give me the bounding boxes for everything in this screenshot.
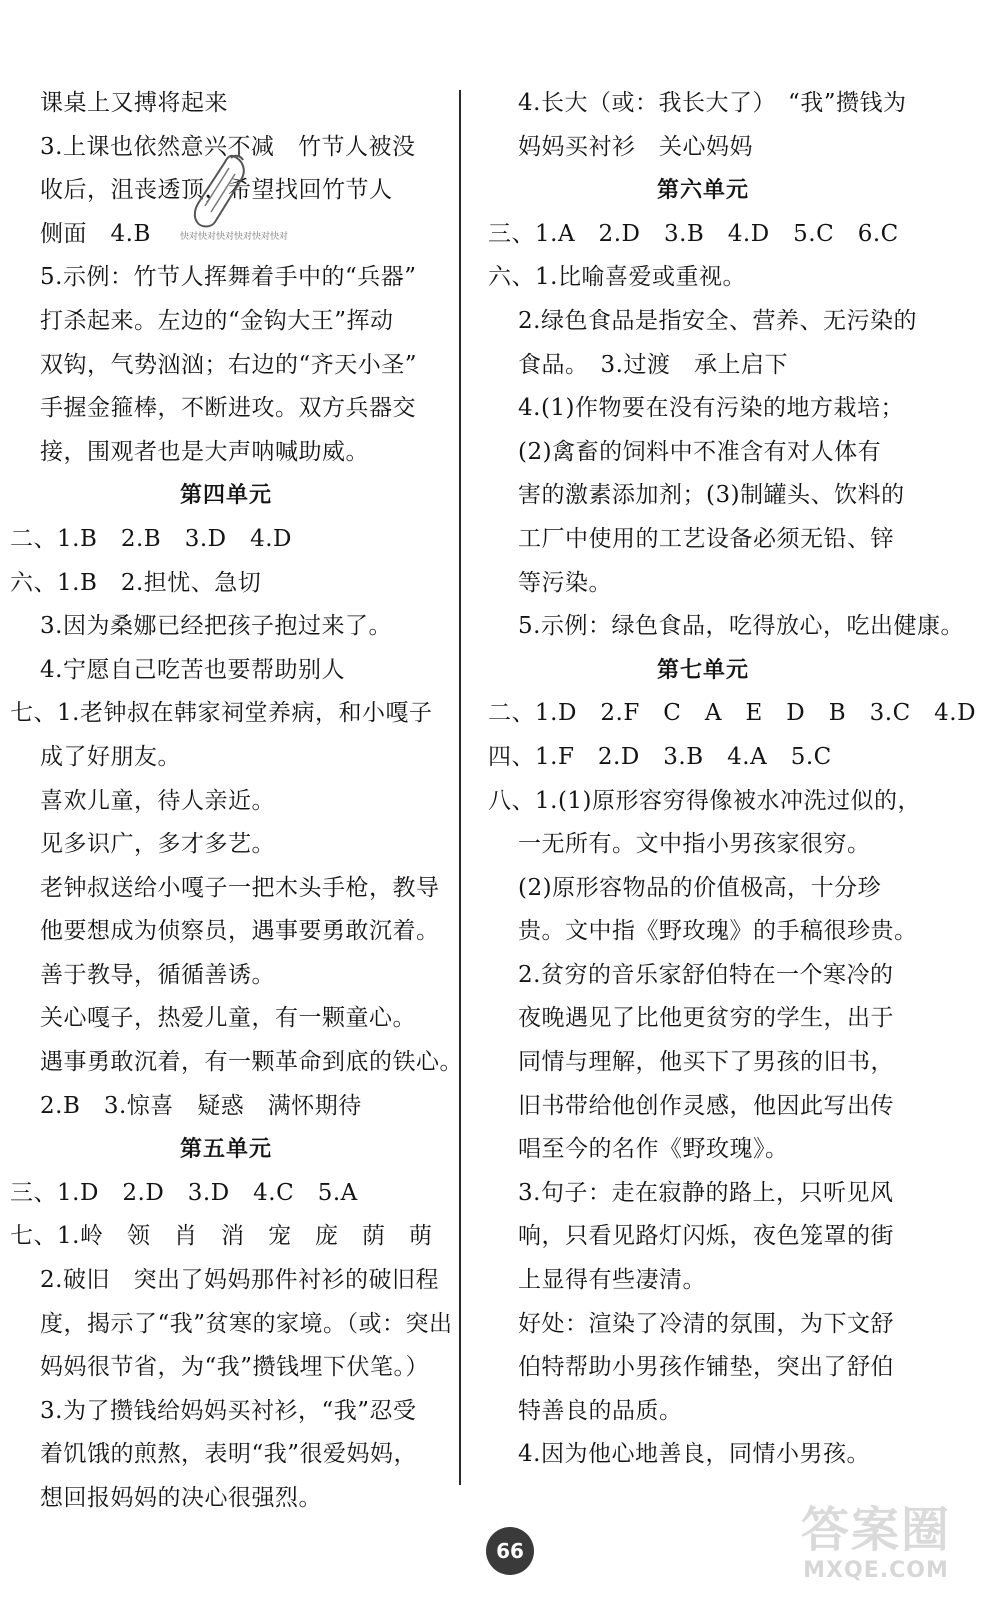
answer-line: 一无所有。文中指小男孩家很穷。 — [518, 831, 871, 858]
answer-line: 贵。文中指《野玫瑰》的手稿很珍贵。 — [518, 918, 918, 945]
left-column — [10, 82, 463, 1521]
unit-heading: 第四单元 — [179, 483, 272, 509]
answer-line: 2.贫穷的音乐家舒伯特在一个寒冷的 — [518, 961, 894, 988]
answer-line: 5.示例：竹节人挥舞着手中的“兵器” — [40, 264, 417, 291]
answer-line: 5.示例：绿色食品，吃得放心，吃出健康。 — [518, 613, 964, 640]
answer-line: 三、1.D 2.D 3.D 4.C 5.A — [10, 1179, 358, 1206]
answer-line: 打杀起来。左边的“金钩大王”挥动 — [40, 307, 394, 334]
answer-line: 他要想成为侦察员，遇事要勇敢沉着。 — [40, 918, 440, 945]
answer-line: 害的激素添加剂；(3)制罐头、饮料的 — [518, 482, 905, 509]
answer-line: 3.句子：走在寂静的路上，只听见风 — [518, 1179, 894, 1206]
answer-line: 八、1.(1)原形容穷得像被水冲洗过似的， — [488, 787, 922, 814]
answer-line: 二、1.D 2.F C A E D B 3.C 4.D — [488, 700, 977, 727]
answer-line: 4.长大（或：我长大了） “我”攒钱为 — [518, 90, 907, 116]
answer-line: 4.因为他心地善良，同情小男孩。 — [518, 1441, 870, 1468]
answer-line: 七、1.岭 领 肖 消 宠 庞 荫 萌 — [10, 1223, 433, 1250]
answer-line: 遇事勇敢沉着，有一颗革命到底的铁心。 — [40, 1049, 463, 1076]
answer-line: 3.为了攒钱给妈妈买衬衫，“我”忍受 — [40, 1397, 417, 1424]
answer-line: 2.绿色食品是指安全、营养、无污染的 — [518, 307, 917, 334]
answer-line: 等污染。 — [518, 569, 612, 596]
answer-line: 度，揭示了“我”贫寒的家境。（或：突出 — [40, 1310, 453, 1337]
answer-line: 妈妈很节省，为“我”攒钱埋下伏笔。） — [40, 1354, 430, 1381]
answer-line: 六、1.比喻喜爱或重视。 — [488, 264, 746, 291]
site-watermark — [781, 1502, 971, 1592]
answer-line: 三、1.A 2.D 3.B 4.D 5.C 6.C — [488, 220, 899, 247]
answer-line: 接，围观者也是大声呐喊助威。 — [40, 438, 369, 465]
answer-line: 课桌上又搏将起来 — [40, 90, 228, 116]
answer-line: 4.(1)作物要在没有污染的地方栽培； — [518, 395, 905, 422]
answer-line: 侧面 4.B — [40, 220, 151, 247]
answer-line: 好处：渲染了冷清的氛围，为下文舒 — [518, 1310, 894, 1337]
answer-line: 同情与理解，他买下了男孩的旧书， — [518, 1049, 894, 1076]
answer-line: 关心嘎子，热爱儿童，有一颗童心。 — [40, 1005, 416, 1032]
answer-line: 老钟叔送给小嘎子一把木头手枪，教导 — [40, 874, 440, 901]
answer-line: (2)禽畜的饲料中不准含有对人体有 — [518, 438, 882, 465]
watermark-url: MXQE.COM — [803, 1558, 949, 1583]
answer-line: 唱至今的名作《野玫瑰》。 — [518, 1136, 789, 1163]
answer-line: 四、1.F 2.D 3.B 4.A 5.C — [488, 743, 832, 770]
unit-heading: 第五单元 — [179, 1137, 272, 1163]
page-number: 66 — [486, 1527, 534, 1575]
answer-line: 食品。 3.过渡 承上启下 — [518, 351, 788, 378]
answer-line: 伯特帮助小男孩作铺垫，突出了舒伯 — [518, 1354, 894, 1381]
unit-heading: 第六单元 — [656, 178, 749, 204]
answer-line: 妈妈买衬衫 关心妈妈 — [518, 133, 753, 160]
answer-line: 见多识广，多才多艺。 — [40, 831, 275, 858]
answer-line: 旧书带给他创作灵感，他因此写出传 — [518, 1092, 894, 1119]
right-column — [488, 82, 977, 1477]
answer-line: 双钩，气势汹汹；右边的“齐天小圣” — [40, 351, 418, 378]
answer-line: 手握金箍棒，不断进攻。双方兵器交 — [40, 395, 416, 422]
answer-line: 3.因为桑娜已经把孩子抱过来了。 — [40, 613, 392, 640]
answer-line: 善于教导，循循善诱。 — [40, 961, 275, 988]
answer-line: 4.宁愿自己吃苦也要帮助别人 — [40, 656, 345, 683]
answer-line: 2.B 3.惊喜 疑惑 满怀期待 — [40, 1092, 362, 1119]
answer-line: 2.破旧 突出了妈妈那件衬衫的破旧程 — [40, 1267, 439, 1294]
column-divider — [459, 90, 461, 1485]
answer-line: 着饥饿的煎熬，表明“我”很爱妈妈， — [40, 1441, 418, 1468]
answer-line: 上显得有些凄清。 — [518, 1267, 706, 1294]
answer-line: 二、1.B 2.B 3.D 4.D — [10, 525, 292, 552]
kuaidui-stamp — [180, 150, 289, 260]
unit-heading: 第七单元 — [656, 657, 749, 683]
answer-line: 成了好朋友。 — [40, 743, 181, 770]
answer-line: 收后，沮丧透顶，希望找回竹节人 — [40, 177, 393, 204]
answer-line: 想回报妈妈的决心很强烈。 — [40, 1485, 322, 1511]
answer-line: 喜欢儿童，待人亲近。 — [40, 787, 275, 814]
answer-line: 七、1.老钟叔在韩家祠堂养病，和小嘎子 — [10, 700, 433, 727]
answer-line: 响，只看见路灯闪烁，夜色笼罩的街 — [518, 1223, 894, 1250]
answer-line: (2)原形容物品的价值极高，十分珍 — [518, 874, 882, 901]
answer-line: 夜晚遇见了比他更贫穷的学生，出于 — [518, 1005, 894, 1032]
watermark-logo: 答案圈 — [800, 1502, 951, 1558]
pen-stamp-icon — [185, 150, 255, 230]
answer-line: 特善良的品质。 — [518, 1397, 683, 1424]
answer-line: 工厂中使用的工艺设备必须无铅、锌 — [518, 525, 894, 552]
answer-line: 六、1.B 2.担忧、急切 — [10, 569, 262, 596]
answer-line: 3.上课也依然意兴不减 竹节人被没 — [40, 133, 416, 160]
stamp-text: 快对快对快对快对快对快对 — [180, 232, 289, 242]
